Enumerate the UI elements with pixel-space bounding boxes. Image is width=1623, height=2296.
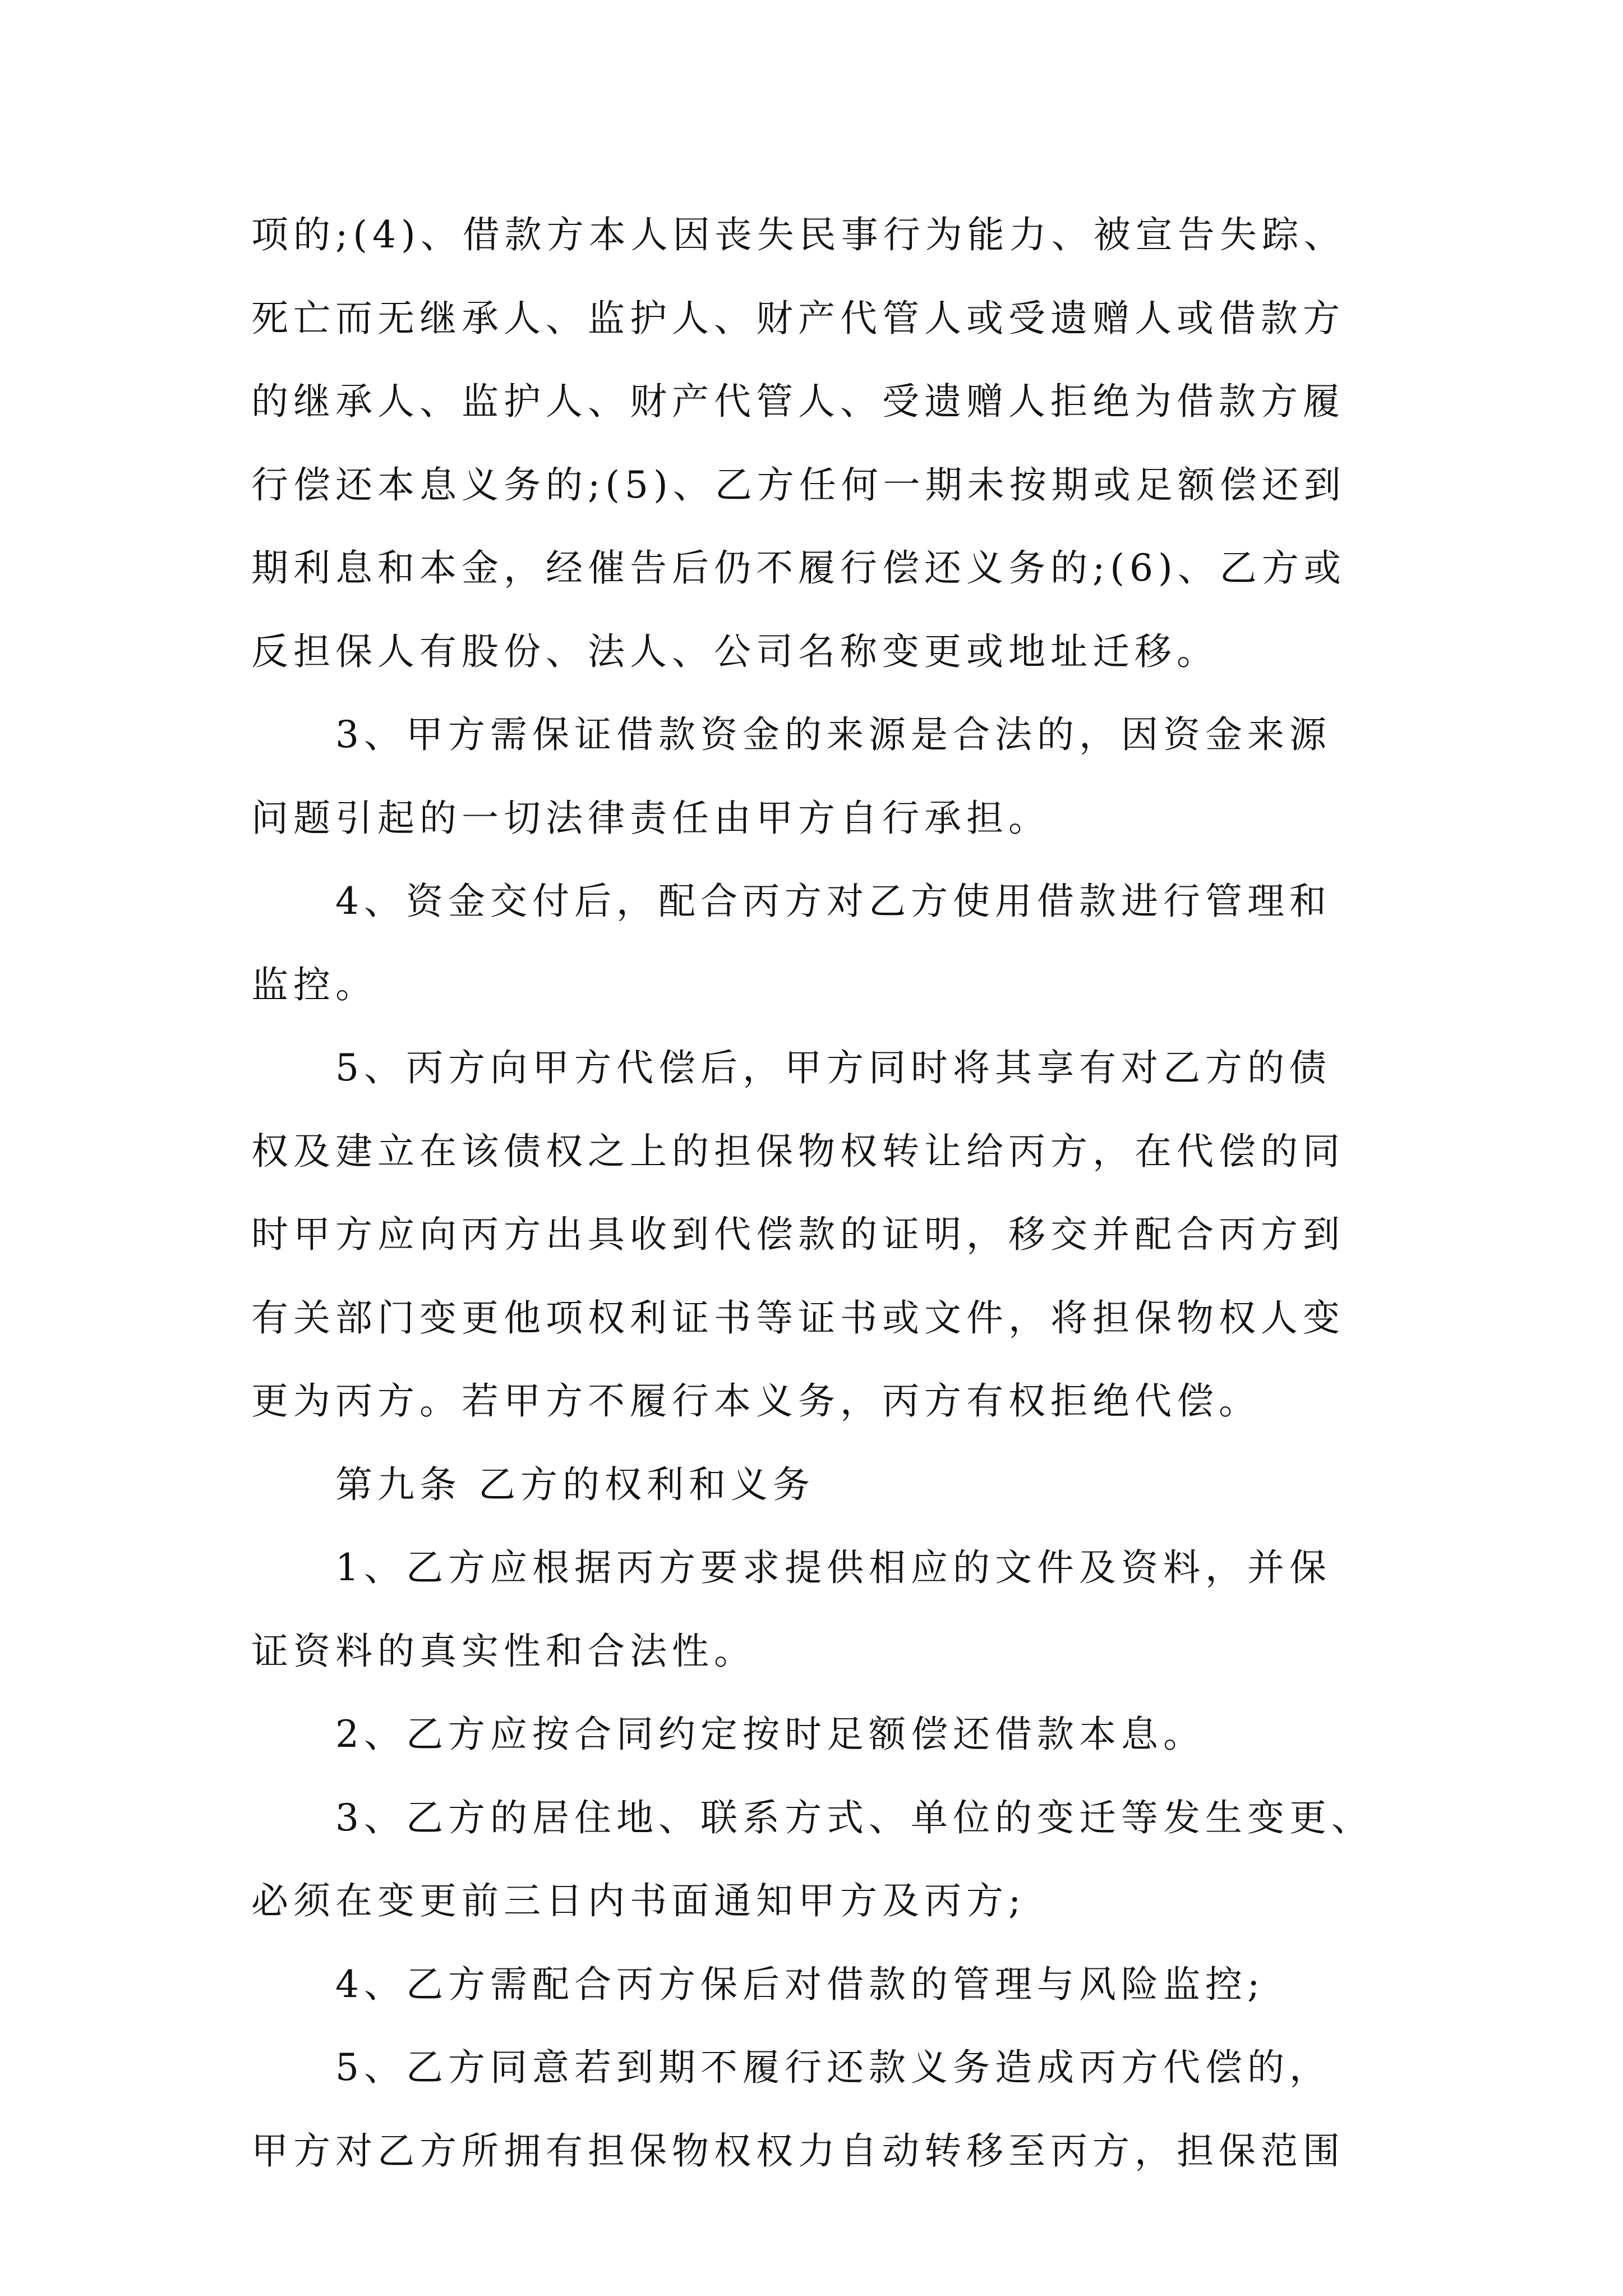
- clause-3-line: 3、乙方的居住地、联系方式、单位的变迁等发生变更、: [335, 1796, 1373, 1839]
- clause-2-line: 2、乙方应按合同约定按时足额偿还借款本息。: [335, 1713, 1205, 1756]
- text-line: 监控。: [251, 963, 377, 1006]
- clause-1-line: 1、乙方应根据丙方要求提供相应的文件及资料，并保: [335, 1546, 1331, 1589]
- text-line: 必须在变更前三日内书面通知甲方及丙方;: [251, 1879, 1026, 1922]
- text-line: 问题引起的一切法律责任由甲方自行承担。: [251, 796, 1050, 840]
- document-body: [251, 194, 1390, 2193]
- text-line: 期利息和本金，经催告后仍不履行偿还义务的;(6)、乙方或: [251, 546, 1346, 590]
- text-line: 证资料的真实性和合法性。: [251, 1629, 756, 1673]
- text-line: 甲方对乙方所拥有担保物权权力自动转移至丙方，担保范围: [251, 2129, 1345, 2173]
- text-line: 时甲方应向丙方出具收到代偿款的证明，移交并配合丙方到: [251, 1213, 1345, 1256]
- text-line: 权及建立在该债权之上的担保物权转让给丙方，在代偿的同: [251, 1129, 1345, 1173]
- clause-5-line: 5、乙方同意若到期不履行还款义务造成丙方代偿的，: [335, 2046, 1331, 2089]
- clause-3-line: 3、甲方需保证借款资金的来源是合法的，因资金来源: [335, 713, 1331, 756]
- text-line: 有关部门变更他项权利证书等证书或文件，将担保物权人变: [251, 1296, 1345, 1340]
- article-9-heading: 第九条 乙方的权利和义务: [335, 1462, 815, 1506]
- clause-4-line: 4、乙方需配合丙方保后对借款的管理与风险监控;: [335, 1962, 1265, 2006]
- text-line: 死亡而无继承人、监护人、财产代管人或受遗赠人或借款方: [251, 296, 1345, 340]
- clause-4-line: 4、资金交付后，配合丙方对乙方使用借款进行管理和: [335, 880, 1331, 923]
- clause-5-line: 5、丙方向甲方代偿后，甲方同时将其享有对乙方的债: [335, 1046, 1331, 1089]
- text-line: 反担保人有股份、法人、公司名称变更或地址迁移。: [251, 629, 1219, 673]
- text-line: 行偿还本息义务的;(5)、乙方任何一期未按期或足额偿还到: [251, 463, 1346, 507]
- text-line: 的继承人、监护人、财产代管人、受遗赠人拒绝为借款方履: [251, 380, 1345, 423]
- text-line: 项的;(4)、借款方本人因丧失民事行为能力、被宣告失踪、: [251, 213, 1346, 256]
- text-line: 更为丙方。若甲方不履行本义务，丙方有权拒绝代偿。: [251, 1379, 1261, 1423]
